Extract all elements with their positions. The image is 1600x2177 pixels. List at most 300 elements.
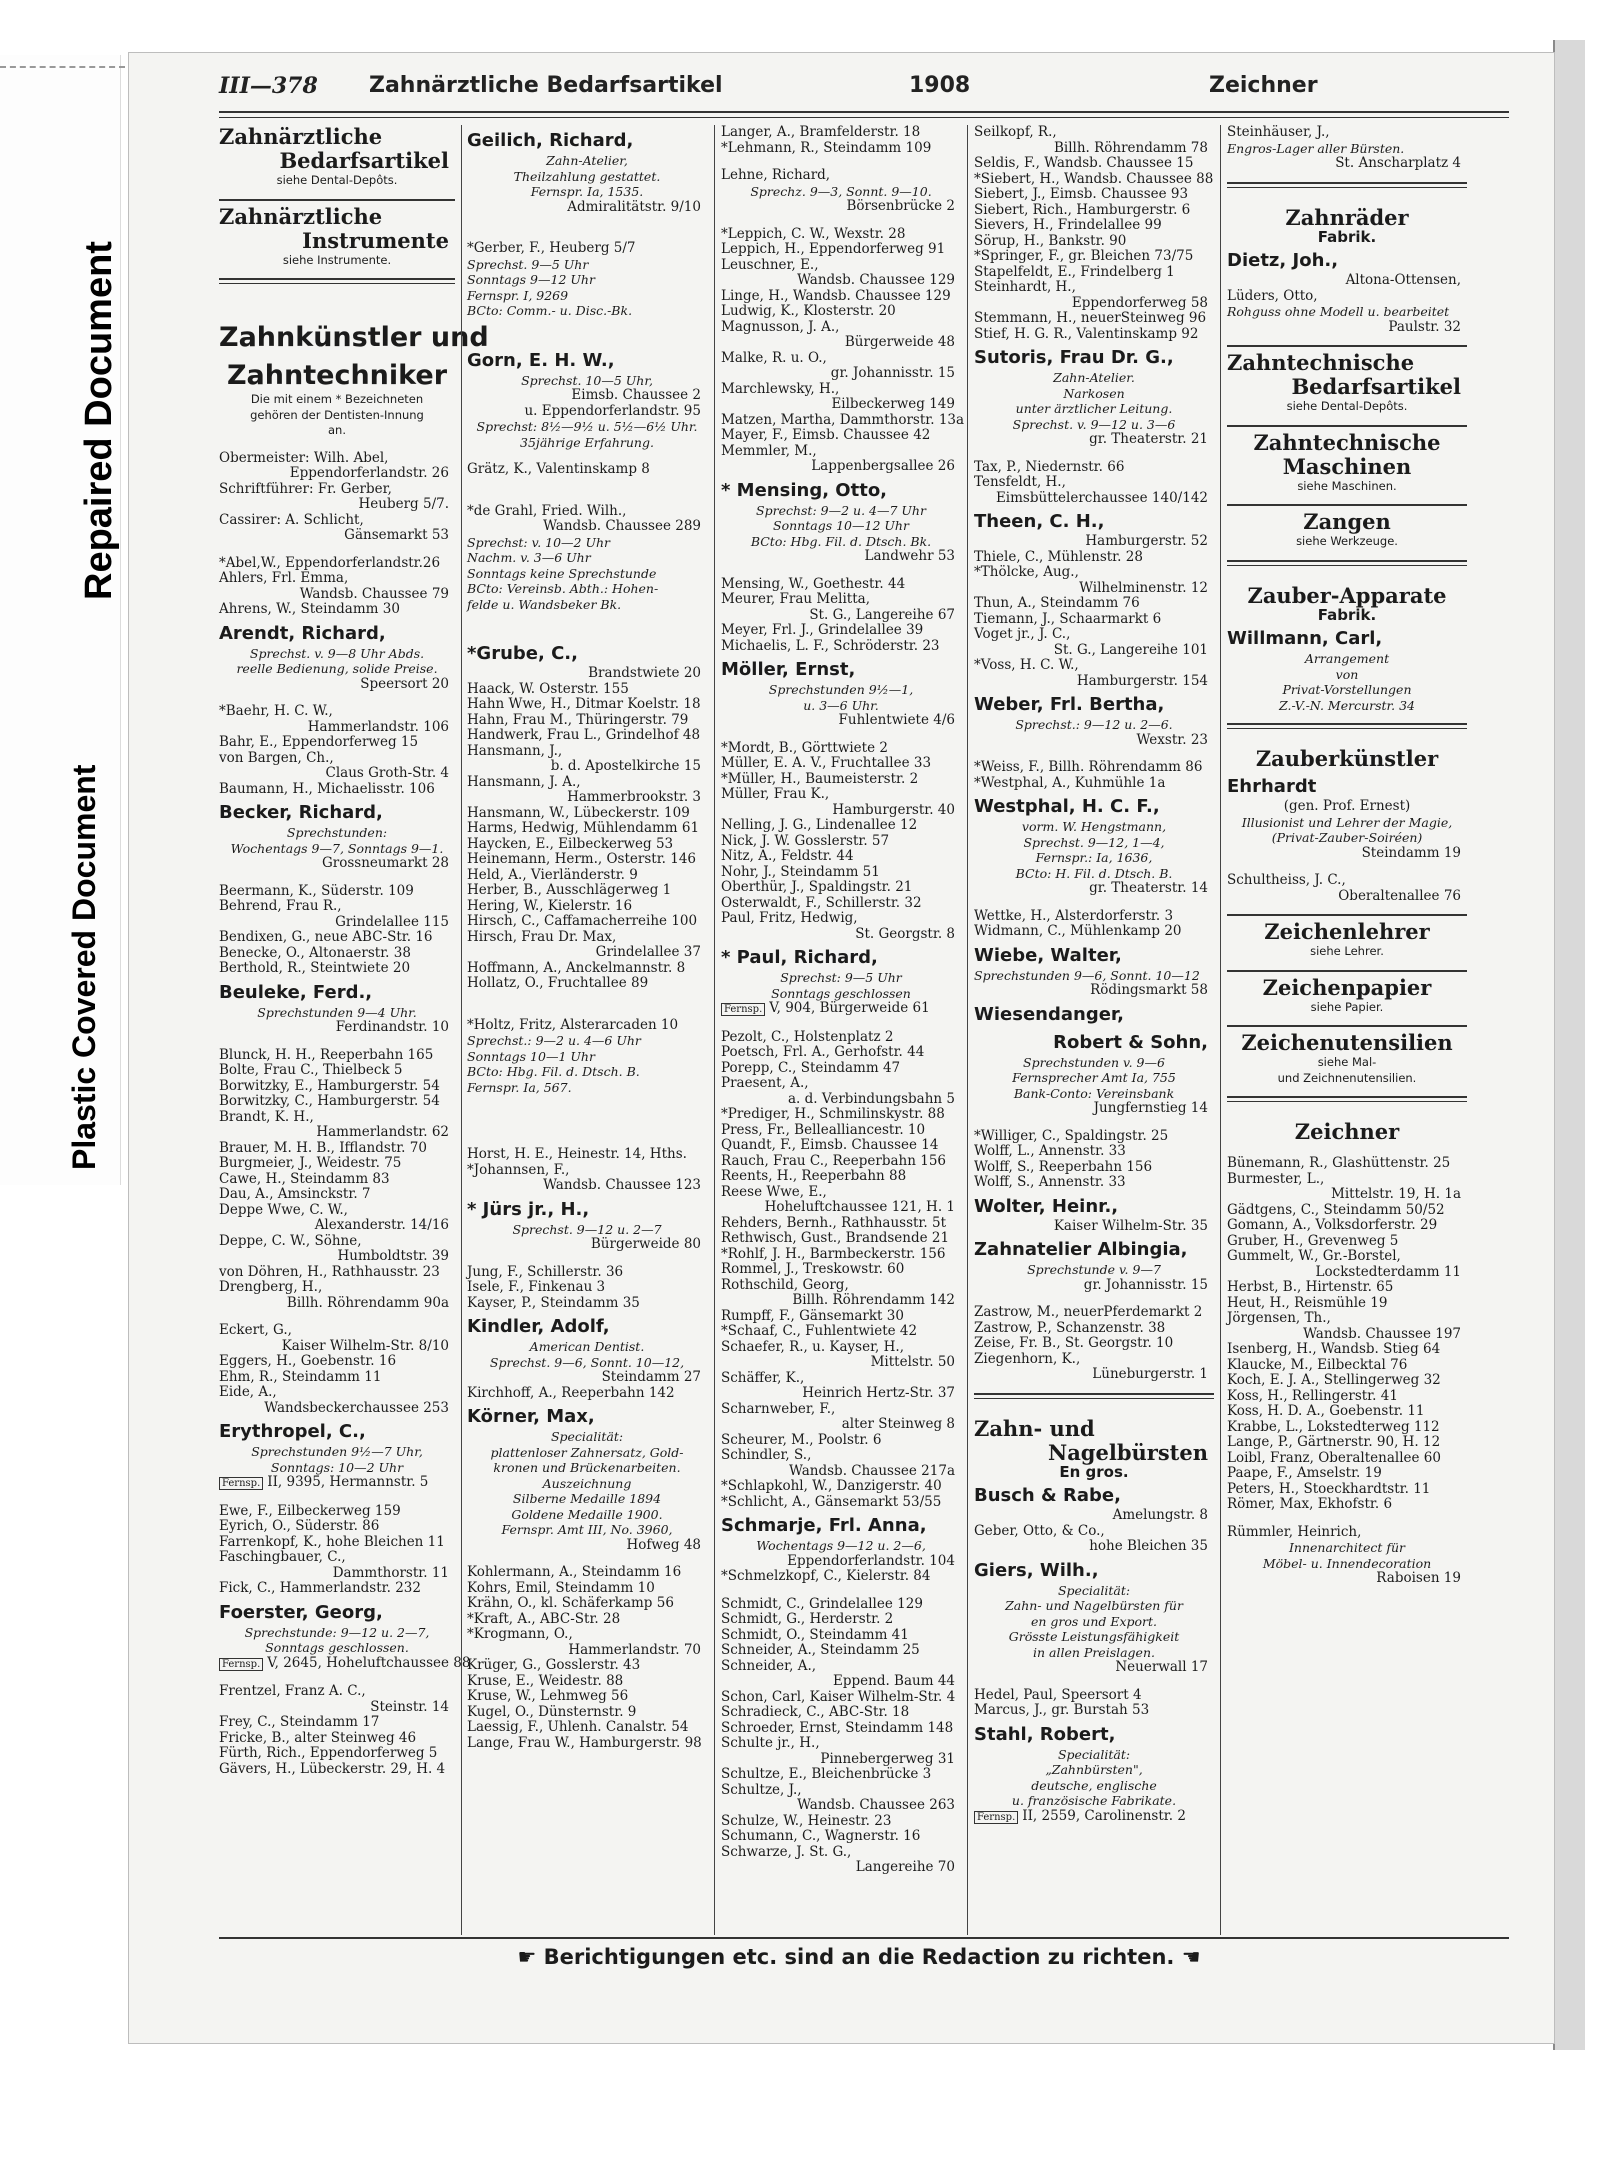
directory-entry: Schulze, W., Heinestr. 23	[721, 1812, 892, 1829]
directory-entry: Tax, P., Niedernstr. 66	[974, 458, 1125, 475]
directory-entry: Schroeder, Ernst, Steindamm 148	[721, 1719, 954, 1736]
category-heading: Maschinen	[1282, 453, 1412, 479]
directory-entry: Alexanderstr. 14/16	[314, 1217, 449, 1233]
directory-entry: Schumann, C., Wagnerstr. 16	[721, 1828, 921, 1844]
directory-entry: Steinhäuser, J.,	[1227, 124, 1330, 140]
section-rule	[1227, 1025, 1467, 1027]
directory-entry: Sörup, H., Bankstr. 90	[974, 232, 1127, 249]
section-rule	[1227, 182, 1467, 188]
directory-entry: Lehne, Richard,	[721, 167, 831, 183]
entry-note: Sprechst: 8½—9½ u. 5½—6½ Uhr.	[476, 419, 698, 434]
directory-entry: Schriftführer: Fr. Gerber,	[219, 480, 392, 497]
entry-note: Sprechst. v. 9—8 Uhr Abds.	[249, 645, 425, 661]
entry-name: Giers, Wilh.,	[974, 1559, 1099, 1581]
spacer	[1227, 572, 1467, 584]
category-heading: Zahntechnische	[1227, 350, 1415, 375]
directory-entry: Obermeister: Wilh. Abel,	[219, 449, 389, 466]
directory-entry: (gen. Prof. Ernest)	[1283, 798, 1411, 814]
directory-entry: Wandsb. Chaussee 217a	[789, 1462, 955, 1479]
column-divider	[967, 125, 968, 1935]
directory-entry: Widmann, C., Mühlenkamp 20	[974, 923, 1182, 939]
page-header	[219, 71, 1474, 101]
entry-note: Narkosen	[1063, 385, 1125, 401]
directory-entry: *Thölcke, Aug.,	[974, 564, 1079, 580]
entry-note: Bank-Conto: Vereinsbank	[1013, 1085, 1175, 1101]
directory-entry: *Leppich, C. W., Wexstr. 28	[721, 225, 906, 242]
directory-entry: Peters, H., Stoeckhardtstr. 11	[1227, 1480, 1431, 1497]
directory-entry: Zastrow, M., neuerPferdemarkt 2	[974, 1304, 1203, 1320]
directory-entry: Dammthorstr. 11	[332, 1564, 449, 1581]
category-heading: Zeichenpapier	[1262, 974, 1432, 1000]
category-heading: Zahnärztliche	[219, 203, 383, 229]
entry-note: Sprechst. v. 9—12 u. 3—6	[1012, 416, 1176, 432]
directory-entry: Koch, E. J. A., Stellingerweg 32	[1227, 1372, 1441, 1388]
entry-note: BCto: Hbg. Fil. d. Dtsch. Bk.	[750, 533, 932, 549]
directory-entry: Schmidt, O., Steindamm 41	[721, 1626, 909, 1643]
directory-entry: Hamburgerstr. 40	[832, 801, 955, 818]
directory-entry: Eppendorferlandstr. 26	[289, 465, 449, 481]
directory-entry: Billh. Röhrendamm 90a	[286, 1294, 449, 1311]
directory-entry: Wolff, S., Annenstr. 33	[974, 1174, 1126, 1190]
entry-note: Auszeichnung	[542, 1475, 632, 1491]
directory-entry: Hammerlandstr. 106	[307, 718, 449, 735]
entry-note: Sonntags 9—12 Uhr	[467, 272, 595, 287]
cross-reference: siehe Lehrer.	[1310, 944, 1384, 958]
directory-entry: Baumann, H., Michaelisstr. 106	[219, 780, 435, 797]
entry-note: Sprechstunden 9½—7 Uhr,	[251, 1444, 423, 1459]
directory-entry: Burmester, L.,	[1227, 1170, 1325, 1187]
spacer	[467, 319, 707, 345]
directory-entry: Nick, J. W. Gosslerstr. 57	[721, 832, 890, 849]
directory-entry: Thun, A., Steindamm 76	[974, 595, 1140, 611]
column-1	[219, 124, 489, 1777]
entry-note: BCto: Comm.- u. Disc.-Bk.	[467, 303, 633, 318]
directory-entry: Rümmler, Heinrich,	[1227, 1523, 1362, 1540]
category-heading: Zauberkünstler	[1255, 746, 1439, 771]
directory-entry: Schaefer, R., u. Kayser, H.,	[721, 1338, 904, 1355]
directory-entry: *de Grahl, Fried. Wilh.,	[467, 502, 627, 519]
directory-entry: Koss, H., Rellingerstr. 41	[1227, 1387, 1398, 1404]
entry-note: BCto: H. Fil. d. Dtsch. B.	[1015, 865, 1173, 881]
page-category: Zeichner	[1209, 73, 1318, 98]
header-rule-thin	[219, 117, 1509, 118]
category-heading: Zeichenlehrer	[1264, 919, 1430, 944]
cross-reference: siehe Werkzeuge.	[1296, 534, 1398, 548]
directory-entry: Eppendorferlandstr. 104	[787, 1552, 955, 1569]
directory-entry: Rommel, J., Treskowstr. 60	[721, 1261, 905, 1277]
directory-entry: Malke, R. u. O.,	[721, 349, 827, 366]
directory-entry: Lüneburgerstr. 1	[1092, 1366, 1208, 1382]
directory-entry: Nitz, A., Feldstr. 44	[721, 848, 854, 864]
directory-entry: Bendixen, G., neue ABC-Str. 16	[219, 929, 433, 945]
entry-note: Zahn-Atelier,	[546, 153, 628, 168]
directory-entry: Praesent, A.,	[721, 1075, 809, 1091]
directory-entry: Schon, Carl, Kaiser Wilhelm-Str. 4	[721, 1688, 956, 1705]
directory-entry: Jungfernstieg 14	[1093, 1100, 1208, 1116]
header-rule	[219, 111, 1509, 113]
page-edge	[1553, 40, 1585, 2050]
telephone-badge: Fernsp.	[974, 1811, 1018, 1824]
directory-entry: Grossneumarkt 28	[322, 855, 449, 871]
entry-name: Wiesendanger,	[974, 1003, 1124, 1025]
entry-name: Stahl, Robert,	[974, 1723, 1116, 1745]
category-heading: Zahnärztliche	[219, 124, 383, 149]
directory-entry: Bahr, E., Eppendorferweg 15	[219, 734, 419, 750]
directory-entry: Herber, B., Ausschlägerweg 1	[467, 882, 672, 898]
directory-entry: Rethwisch, Gust., Brandsende 21	[721, 1230, 950, 1246]
entry-name: Robert & Sohn,	[1053, 1031, 1208, 1053]
directory-entry: Frentzel, Franz A. C.,	[219, 1683, 366, 1699]
directory-entry: Mittelstr. 19, H. 1a	[1331, 1186, 1461, 1202]
directory-entry: Hirsch, Frau Dr. Max,	[467, 928, 617, 945]
directory-entry: Koss, H. D. A., Goebenstr. 11	[1227, 1403, 1425, 1419]
spacer	[721, 565, 961, 577]
directory-entry: *Westphal, A., Kuhmühle 1a	[974, 774, 1166, 791]
entry-name: Willmann, Carl,	[1227, 628, 1383, 649]
directory-entry: Admiralitätstr. 9/10	[567, 198, 701, 215]
spacer	[974, 1117, 1214, 1129]
directory-entry: Steindamm 19	[1361, 844, 1461, 861]
entry-note: Sprechstunde v. 9—7	[1027, 1262, 1161, 1277]
spacer	[467, 992, 707, 1018]
entry-note: Sonntags 10—1 Uhr	[467, 1048, 595, 1064]
entry-note: Grösste Leistungsfähigkeit	[1008, 1629, 1180, 1644]
cross-reference: gehören der Dentisten-Innung	[250, 407, 424, 422]
entry-name: Foerster, Georg,	[219, 1601, 383, 1623]
entry-note: Zahn- und Nagelbürsten für	[1005, 1598, 1183, 1613]
directory-entry: hohe Bleichen 35	[1089, 1538, 1208, 1554]
directory-entry: Hansmann, W., Lübeckerstr. 109	[467, 804, 690, 821]
entry-note: Z.-V.-N. Mercurstr. 34	[1279, 697, 1415, 713]
directory-entry: Pinnebergerweg 31	[820, 1750, 955, 1767]
entry-text: V, 904, Bürgerweide 61	[769, 1000, 930, 1016]
directory-entry: Rumpff, F., Gänsemarkt 30	[721, 1307, 904, 1324]
directory-entry: Haycken, E., Eilbeckerweg 53	[467, 835, 674, 852]
category-heading: Zahnkünstler und	[219, 322, 489, 353]
directory-entry: Herbst, B., Hirtenstr. 65	[1227, 1279, 1394, 1295]
page-footer	[329, 1945, 1389, 1969]
directory-entry: *Springer, F., gr. Bleichen 73/75	[974, 248, 1194, 264]
directory-entry: b. d. Apostelkirche 15	[550, 758, 701, 774]
cross-reference: siehe Papier.	[1310, 999, 1384, 1014]
directory-entry: Lange, Frau W., Hamburgerstr. 98	[467, 1734, 702, 1751]
entry-note: Sonntags geschlossen.	[265, 1640, 409, 1655]
directory-entry: gr. Theaterstr. 21	[1089, 431, 1208, 447]
directory-entry: Burgmeier, J., Weidestr. 75	[219, 1155, 402, 1171]
directory-entry: Ferdinandstr. 10	[335, 1019, 449, 1035]
directory-entry: Stapelfeldt, E., Frindelberg 1	[974, 263, 1175, 280]
directory-entry: Beermann, K., Süderstr. 109	[219, 882, 414, 899]
entry-note: Sprechst.: 9—2 u. 4—6 Uhr	[467, 1033, 641, 1048]
directory-entry: Nohr, J., Steindamm 51	[721, 863, 880, 880]
directory-entry: Ahlers, Frl. Emma,	[219, 570, 349, 586]
directory-entry: Eyrich, O., Süderstr. 86	[219, 1518, 380, 1534]
directory-entry: Rothschild, Georg,	[721, 1276, 849, 1293]
directory-entry: Kaiser Wilhelm-Str. 8/10	[281, 1337, 449, 1354]
directory-entry: Heinrich Hertz-Str. 37	[802, 1385, 955, 1401]
directory-entry: Bünemann, R., Glashüttenstr. 25	[1227, 1155, 1451, 1171]
entry-note: Sprechstunden v. 9—6	[1023, 1054, 1165, 1070]
directory-entry: Schradieck, C., ABC-Str. 18	[721, 1704, 910, 1720]
directory-entry: Raboisen 19	[1376, 1570, 1461, 1586]
directory-entry: Claus Groth-Str. 4	[325, 765, 449, 781]
category-heading: Zeichner	[1294, 1119, 1400, 1144]
directory-entry: Rödingsmarkt 58	[1090, 982, 1208, 998]
directory-entry: Kohlermann, A., Steindamm 16	[467, 1564, 682, 1580]
entry-note: en gros und Export.	[1030, 1613, 1158, 1629]
section-rule	[1227, 345, 1467, 347]
spacer	[467, 1095, 707, 1121]
directory-entry: Isenberg, H., Wandsb. Stieg 64	[1227, 1341, 1441, 1357]
directory-entry: Magnusson, J. A.,	[721, 318, 840, 335]
directory-entry: *Johannsen, F.,	[467, 1161, 570, 1178]
entry-name: *Grube, C.,	[467, 643, 578, 664]
directory-entry: Deppe, C. W., Söhne,	[219, 1232, 362, 1249]
directory-entry: Hering, W., Kielerstr. 16	[467, 897, 633, 914]
entry-note: Sonntags geschlossen	[771, 985, 911, 1001]
entry-note: felde u. Wandsbeker Bk.	[467, 596, 622, 612]
directory-entry: Faschingbauer, C.,	[219, 1549, 346, 1565]
directory-entry: Müller, Frau K.,	[721, 786, 830, 802]
directory-entry: Poetsch, Frl. A., Gerhofstr. 44	[721, 1044, 925, 1060]
directory-entry: Fricke, B., alter Steinweg 46	[219, 1729, 417, 1746]
directory-entry: Marchlewsky, H.,	[721, 380, 840, 397]
directory-entry: *Holtz, Fritz, Alsterarcaden 10	[467, 1016, 679, 1033]
entry-note: Zahn-Atelier.	[1053, 370, 1135, 385]
directory-entry: Cassirer: A. Schlicht,	[219, 511, 364, 528]
entry-name: Theen, C. H.,	[974, 511, 1105, 532]
directory-entry: Borwitzky, E., Hamburgerstr. 54	[219, 1077, 440, 1094]
directory-entry: *Schmelzkopf, C., Kielerstr. 84	[721, 1568, 931, 1584]
directory-entry: Ziegenhorn, K.,	[974, 1350, 1081, 1367]
directory-entry: Pezolt, C., Holstenplatz 2	[721, 1028, 894, 1045]
entry-note: Sonntags 10—12 Uhr	[773, 518, 909, 533]
spacer	[467, 215, 707, 241]
directory-entry: Heinemann, Herm., Osterstr. 146	[467, 851, 697, 867]
entry-name: Möller, Ernst,	[721, 659, 856, 680]
directory-entry: Seilkopf, R.,	[974, 124, 1057, 140]
directory-entry: Gänsemarkt 53	[344, 527, 449, 543]
category-heading: Nagelbürsten	[1048, 1439, 1208, 1465]
directory-entry: Krähn, O., kl. Schäferkamp 56	[467, 1595, 674, 1611]
spacer	[219, 439, 455, 451]
directory-entry: Eggers, H., Goebenstr. 16	[219, 1353, 397, 1369]
entry-name: * Paul, Richard,	[721, 947, 878, 968]
column-5	[1227, 125, 1467, 1587]
page-number: III—378	[219, 73, 318, 99]
directory-entry: Billh. Röhrendamm 78	[1053, 139, 1208, 156]
directory-entry: Dau, A., Amsinckstr. 7	[219, 1186, 371, 1202]
directory-entry: Speersort 20	[360, 675, 449, 692]
directory-entry: Stief, H. G. R., Valentinskamp 92	[974, 325, 1199, 342]
entry-note: Fernspr. Amt III, No. 3960,	[501, 1522, 673, 1537]
directory-entry: Leppich, H., Eppendorferweg 91	[721, 241, 946, 257]
directory-entry: *Weiss, F., Billh. Röhrendamm 86	[974, 759, 1203, 775]
directory-entry: Heuberg 5/7.	[358, 496, 449, 512]
directory-entry: Hammerlandstr. 70	[568, 1641, 701, 1658]
entry-note: Sonntags keine Sprechstunde	[467, 565, 657, 581]
entry-name: Ehrhardt	[1227, 776, 1317, 797]
entry-note: Fernspr. I, 9269	[467, 287, 569, 303]
directory-entry: Römer, Max, Ekhofstr. 6	[1227, 1496, 1393, 1512]
directory-entry: Kohrs, Emil, Steindamm 10	[467, 1579, 655, 1596]
entry-name: Weber, Frl. Bertha,	[974, 694, 1165, 715]
entry-note: American Dentist.	[529, 1339, 645, 1354]
directory-entry: Borwitzky, C., Hamburgerstr. 54	[219, 1093, 440, 1109]
entry-note: Sprechst: 9—5 Uhr	[780, 970, 902, 985]
directory-entry: Hofweg 48	[626, 1536, 701, 1553]
entry-name: * Mensing, Otto,	[721, 479, 888, 501]
directory-entry: gr. Theaterstr. 14	[1089, 880, 1208, 896]
directory-entry: *Schaaf, C., Fuhlentwiete 42	[721, 1323, 918, 1339]
directory-entry	[721, 1001, 961, 1018]
directory-entry: Harms, Hedwig, Mühlendamm 61	[467, 820, 700, 836]
directory-entry: Krabbe, L., Lokstedterweg 112	[1227, 1418, 1440, 1435]
directory-entry: Mayer, F., Eimsb. Chaussee 42	[721, 427, 931, 443]
spacer	[974, 448, 1214, 460]
spacer	[219, 872, 455, 884]
entry-note: plattenloser Zahnersatz, Gold-	[490, 1444, 684, 1460]
directory-entry: Eimsbüttelerchaussee 140/142	[995, 489, 1208, 506]
telephone-badge: Fernsp.	[219, 1658, 263, 1671]
directory-entry: *Krogmann, O.,	[467, 1626, 573, 1642]
cross-reference: siehe Maschinen.	[1297, 478, 1397, 493]
directory-entry: Schultze, E., Bleichenbrücke 3	[721, 1766, 932, 1782]
directory-entry: Reents, H., Reeperbahn 88	[721, 1168, 907, 1184]
entry-name: Schmarje, Frl. Anna,	[721, 1515, 927, 1536]
directory-entry: Matzen, Martha, Dammthorstr. 13a	[721, 411, 965, 428]
directory-entry	[974, 1809, 1214, 1826]
entry-name: Beuleke, Ferd.,	[219, 981, 373, 1003]
directory-entry: Benecke, O., Altonaerstr. 38	[219, 944, 411, 961]
entry-note: Illusionist und Lehrer der Magie,	[1241, 814, 1453, 830]
category-heading: Instrumente	[302, 227, 449, 253]
directory-entry: Hahn Wwe, H., Ditmar Koelstr. 18	[467, 696, 701, 712]
directory-entry: Schmidt, G., Herderstr. 2	[721, 1611, 894, 1627]
directory-entry: *Baehr, H. C. W.,	[219, 703, 333, 719]
entry-note: u. 3—6 Uhr.	[803, 697, 879, 713]
category-heading: Bedarfsartikel	[1291, 374, 1461, 399]
directory-entry: Schneider, A.,	[721, 1657, 817, 1674]
directory-entry: Hammerbrookstr. 3	[567, 789, 701, 805]
directory-entry: Eppend. Baum 44	[833, 1673, 955, 1689]
entry-note: in allen Preislagen.	[1033, 1644, 1155, 1660]
directory-entry: Schäffer, K.,	[721, 1369, 805, 1386]
directory-entry: Neuerwall 17	[1115, 1659, 1208, 1675]
directory-entry: Wandsb. Chaussee 123	[543, 1177, 701, 1193]
category-heading: Zahn- und	[974, 1415, 1095, 1441]
directory-entry: Porepp, C., Steindamm 47	[721, 1059, 901, 1076]
directory-entry: Isele, F., Finkenau 3	[467, 1279, 606, 1295]
entry-name: Becker, Richard,	[219, 802, 383, 823]
directory-entry: Hansmann, J. A.,	[467, 773, 581, 790]
entry-name: Westphal, H. C. F.,	[974, 796, 1160, 817]
entry-note: Sprechst.: 9—12 u. 2—6.	[1015, 717, 1173, 732]
directory-entry: *Williger, C., Spaldingstr. 25	[974, 1127, 1169, 1144]
entry-note: u. französische Fabrikate.	[1011, 1793, 1177, 1808]
spacer	[974, 1676, 1214, 1688]
entry-note: Sprechstunden:	[286, 825, 388, 840]
directory-entry: Schneider, A., Steindamm 25	[721, 1642, 920, 1658]
directory-entry: Hirsch, C., Caffamacherreihe 100	[467, 913, 698, 929]
directory-entry: Blunck, H. H., Reeperbahn 165	[219, 1046, 434, 1063]
directory-entry: Wexstr. 23	[1136, 731, 1208, 748]
directory-entry: *Lehmann, R., Steindamm 109	[721, 139, 932, 156]
entry-note: Wochentags 9—7, Sonntags 9—1.	[230, 840, 444, 856]
directory-entry: Wandsb. Chaussee 129	[797, 272, 955, 288]
entry-note: Sprechstunden 9—6, Sonnt. 10—12	[974, 967, 1200, 983]
directory-entry: Kaiser Wilhelm-Str. 35	[1053, 1217, 1208, 1234]
cross-reference: an.	[328, 423, 346, 437]
directory-entry: Gomann, A., Volksdorferstr. 29	[1227, 1217, 1438, 1233]
directory-entry: Gävers, H., Lübeckerstr. 29, H. 4	[219, 1760, 446, 1777]
entry-note: Silberne Medaille 1894	[512, 1491, 662, 1506]
repaired-document-label: Repaired Document	[78, 241, 120, 600]
directory-entry: Ehm, R., Steindamm 11	[219, 1368, 382, 1385]
directory-entry: *Siebert, H., Wandsb. Chaussee 88	[974, 170, 1214, 187]
entry-note: Sprechst. 9—12 u. 2—7	[512, 1221, 662, 1237]
spacer	[721, 1585, 961, 1597]
directory-entry: Eppendorferweg 58	[1071, 294, 1208, 311]
category-heading: Zahntechniker	[226, 360, 448, 391]
spacer	[467, 1121, 707, 1147]
directory-entry: Hoffmann, A., Anckelmannstr. 8	[467, 959, 686, 976]
directory-entry: *Kraft, A., ABC-Str. 28	[467, 1610, 621, 1627]
directory-entry: Heut, H., Reismühle 19	[1227, 1294, 1388, 1311]
section-rule	[1227, 560, 1467, 566]
entry-note: Nachm. v. 3—6 Uhr	[467, 550, 591, 565]
page-section-title: Zahnärztliche Bedarfsartikel	[369, 73, 723, 98]
directory-entry: Schultze, J.,	[721, 1781, 802, 1798]
entry-note: Goldene Medaille 1900.	[511, 1506, 663, 1522]
footer-rule	[219, 1937, 1509, 1939]
column-divider	[461, 125, 462, 1935]
directory-entry: *Mordt, B., Görttwiete 2	[721, 739, 888, 756]
directory-entry: Berthold, R., Steintwiete 20	[219, 960, 411, 976]
entry-note: Sprechz. 9—3, Sonnt. 9—10.	[750, 183, 932, 199]
entry-note: unter ärztlicher Leitung.	[1015, 401, 1173, 416]
entry-name: Erythropel, C.,	[219, 1421, 366, 1442]
directory-entry: Geber, Otto, & Co.,	[974, 1522, 1105, 1539]
section-rule	[1227, 504, 1467, 506]
entry-name: Sutoris, Frau Dr. G.,	[974, 347, 1174, 368]
directory-entry: Mensing, W., Goethestr. 44	[721, 575, 906, 592]
footer-text: Berichtigungen etc. sind an die Redaction zu richten.	[543, 1945, 1175, 1969]
directory-entry: Eimsb. Chaussee 2	[571, 387, 701, 403]
directory-entry: Siebert, Rich., Hamburgerstr. 6	[974, 201, 1191, 218]
directory-entry: *Schlapkohl, W., Danzigerstr. 40	[721, 1478, 942, 1494]
directory-entry: Billh. Röhrendamm 142	[792, 1292, 955, 1308]
category-heading: Zahntechnische	[1253, 429, 1441, 455]
directory-entry: Thiele, C., Mühlenstr. 28	[974, 548, 1143, 565]
entry-note: Sonntags: 10—2 Uhr	[270, 1459, 404, 1475]
directory-entry: Stemmann, H., neuerSteinweg 96	[974, 310, 1207, 326]
directory-entry: Hollatz, O., Fruchtallee 89	[467, 975, 649, 991]
entry-note: Fernspr.: Ia, 1636,	[1035, 850, 1153, 865]
entry-note: Specialität:	[1057, 1582, 1131, 1598]
spacer	[1227, 1513, 1467, 1525]
entry-note: Sprechstunde: 9—12 u. 2—7,	[244, 1624, 430, 1640]
directory-entry	[219, 1654, 471, 1673]
entry-note: Möbel- u. Innendecoration	[1262, 1555, 1432, 1571]
spacer	[467, 1253, 707, 1265]
directory-entry: Handwerk, Frau L., Grindelhof 48	[467, 727, 701, 743]
directory-entry: Siebert, J., Eimsb. Chaussee 93	[974, 186, 1189, 202]
directory-entry: Linge, H., Wandsb. Chaussee 129	[721, 287, 951, 304]
spacer	[721, 729, 961, 741]
entry-note: (Privat-Zauber-Soiréen)	[1271, 830, 1423, 845]
entry-name: Arendt, Richard,	[219, 622, 386, 644]
